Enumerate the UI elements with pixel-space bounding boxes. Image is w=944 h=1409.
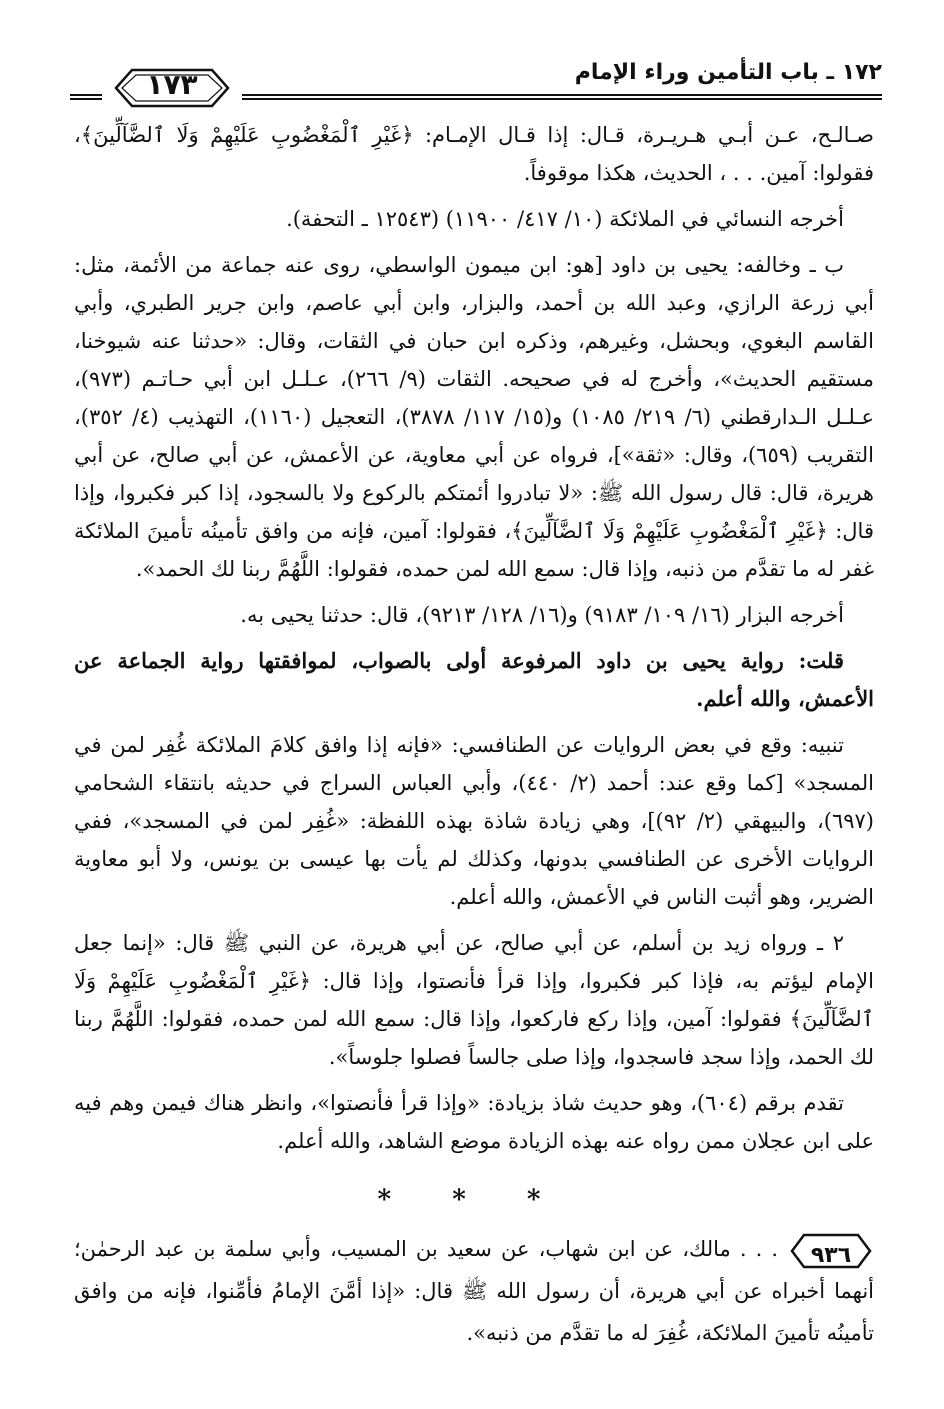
running-head: ١٧٢ ـ باب التأمين وراء الإمام [574, 60, 882, 85]
paragraph: تقدم برقم (٦٠٤)، وهو حديث شاذ بزيادة: «وإذا قرأ فأنصتوا»، وانظر هناك فيمن وهم فيه على ابن عجلان ممن رواه عنه بهذه الزيادة موضع الشاهد، والله أعلم. [74, 1091, 874, 1153]
paragraph: تنبيه: وقع في بعض الروايات عن الطنافسي: «فإنه إذا وافق كلامَ الملائكة غُفِر لمن في المسجد» [كما وقع عند: أحمد (٢/ ٤٤٠)، وأبي العباس السراج في حديثه بانتقاء الشحامي (٦٩٧)، والبيهقي (٢/ ٩٢)]، وهي زيادة شاذة بهذه اللفظة: «غُفِر لمن في المسجد»، ففي الروايات الأخرى عن الطنافسي بدونها، وكذلك لم يأت بها عيسى بن يونس، ولا أبو معاوية الضرير، وهو أثبت الناس في الأعمش، والله أعلم. [74, 733, 874, 909]
hadith-entry [74, 1228, 874, 1354]
main-text [74, 116, 874, 1160]
page-number-badge [102, 66, 242, 110]
paragraph: ب ـ وخالفه: يحيى بن داود [هو: ابن ميمون الواسطي، روى عنه جماعة من الأئمة، مثل: أبي زرعة الرازي، وعبد الله بن أحمد، والبزار، وابن أبي عاصم، وابن جرير الطبري، وأبي القاسم البغوي، وبحشل، وغيرهم، وذكره ابن حبان في الثقات، وقال: «حدثنا عنه شيوخنا، مستقيم الحديث»، وأخرج له في صحيحه. الثقات (٩/ ٢٦٦)، عـلـل ابن أبي حـاتـم (٩٧٣)، عـلـل الـدارقطني (٦/ ٢١٩/ ١٠٨٥) و(١٥/ ١١٧/ ٣٨٧٨)، التعجيل (١١٦٠)، التهذيب (٤/ ٣٥٢)، التقريب (٦٥٩)، وقال: «ثقة»]، فرواه عن أبي معاوية، عن الأعمش، عن أبي صالح، عن أبي هريرة، قال: قال رسول الله ﷺ: «لا تبادروا أئمتكم بالركوع ولا بالسجود، إذا كبر فكبروا، وإذا قال: ﴿غَيْرِ ٱلْمَغْضُوبِ عَلَيْهِمْ وَلَا ٱلضَّآلِّينَ﴾، فقولوا: آمين، فإنه من وافق تأمينُه تأمينَ الملائكة غفر له ما تقدَّم من ذنبه، وإذا قال: سمع الله لمن حمده، فقولوا: اللَّهُمَّ ربنا لك الحمد». [74, 253, 874, 581]
page-header [70, 50, 882, 100]
paragraph: ٢ ـ ورواه زيد بن أسلم، عن أبي صالح، عن أبي هريرة، عن النبي ﷺ قال: «إنما جعل الإمام ليؤتم به، فإذا كبر فكبروا، وإذا قرأ فأنصتوا، وإذا قال: ﴿غَيْرِ ٱلْمَغْضُوبِ عَلَيْهِمْ وَلَا ٱلضَّآلِّينَ﴾ فقولوا: آمين، وإذا ركع فاركعوا، وإذا قال: سمع الله لمن حمده، فقولوا: اللَّهُمَّ ربنا لك الحمد، وإذا سجد فاسجدوا، وإذا صلى جالساً فصلوا جلوساً». [74, 931, 874, 1069]
hadith-text: . . . مالك، عن ابن شهاب، عن سعيد بن المسيب، وأبي سلمة بن عبد الرحمٰن؛ أنهما أخبراه عن أبي هريرة، أن رسول الله ﷺ قال: «إذا أمَّنَ الإمامُ فأمِّنوا، فإنه من وافق تأمينُه تأمينَ الملائكة، غُفِرَ له ما تقدَّم من ذنبه». [74, 1237, 874, 1345]
hadith-number: ٩٣٦ [810, 1242, 852, 1268]
paragraph: أخرجه النسائي في الملائكة (١٠/ ٤١٧/ ١١٩٠٠) (١٢٥٤٣ ـ التحفة). [286, 207, 844, 231]
page-number: ١٧٣ [146, 68, 198, 101]
paragraph: أخرجه البزار (١٦/ ١٠٩/ ٩١٨٣) و(١٦/ ١٢٨/ ٩٢١٣)، قال: حدثنا يحيى به. [240, 603, 844, 627]
paragraph: قلت: رواية يحيى بن داود المرفوعة أولى بالصواب، لموافقتها رواية الجماعة عن الأعمش، والله أعلم. [74, 648, 874, 711]
paragraph: صـالـح، عـن أبـي هـريـرة، قـال: إذا قـال الإمـام: ﴿غَيْرِ ٱلْمَغْضُوبِ عَلَيْهِمْ وَلَا ٱلضَّآلِّينَ﴾، فقولوا: آمين. . . ، الحديث، هكذا موقوفاً. [74, 123, 874, 185]
section-separator: * * * [377, 1185, 567, 1215]
hadith-number-badge [788, 1232, 874, 1270]
